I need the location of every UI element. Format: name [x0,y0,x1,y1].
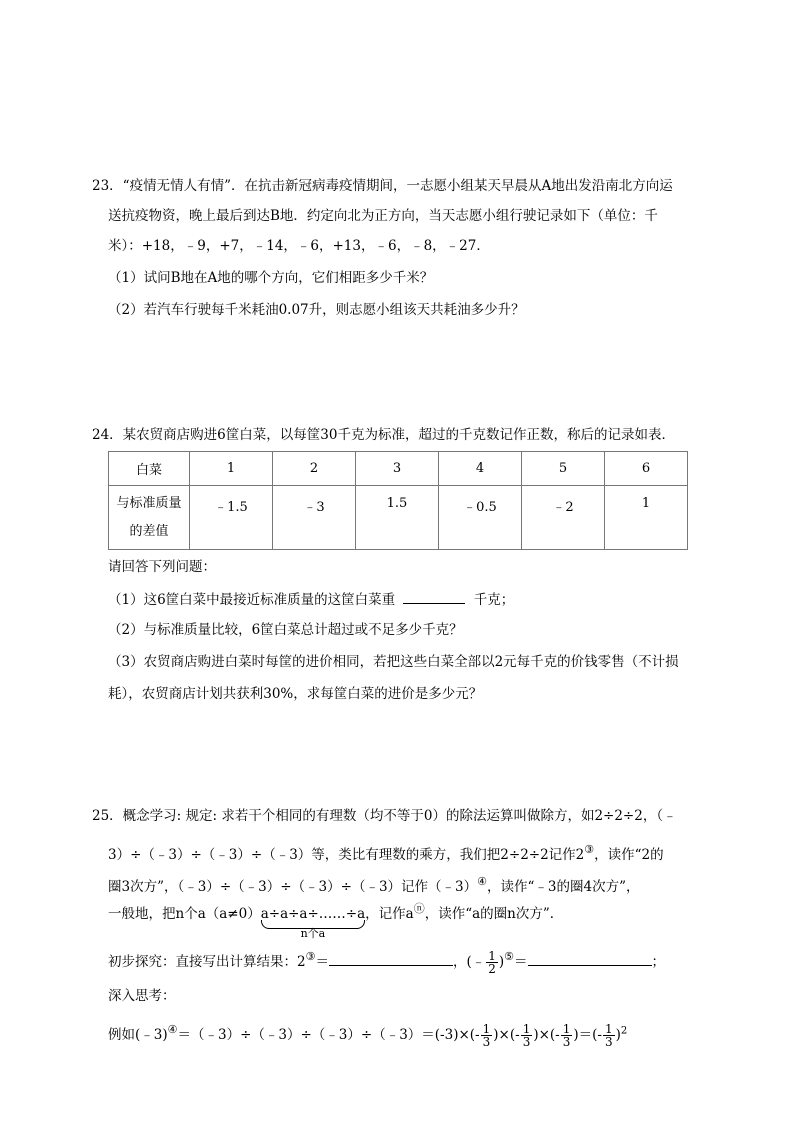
example-op: )×(- [533,1027,560,1043]
close-paren: ) [498,954,505,970]
fraction [603,1023,615,1048]
q23-sub1: （1）试问B地在A地的哪个方向，它们相距多少千米？ [108,270,434,286]
equals-sign: ＝ [315,954,329,970]
q25-line2-text: 3）÷（﹣3）÷（﹣3）÷（﹣3）等，类比有理数的乘方，我们把2÷2÷2记作2 [108,847,585,863]
q23-line3: 米）：+18，﹣9，+7，﹣14，﹣6，+13，﹣6，﹣8，﹣27． [108,238,490,254]
table-header-row [109,452,688,486]
underbrace-expression [260,904,366,940]
table-row-label-line1: 与标准质量 [116,495,182,511]
q24-sub1-text: （1）这6筐白菜中最接近标准质量的这筐白菜重 [108,592,396,608]
table-header-cell: 4 [439,452,522,486]
circled-4-symbol: ④ [167,1023,178,1036]
example-op: )＝(- [573,1027,602,1043]
q25-line3-text: 圈3次方”，（﹣3）÷（﹣3）÷（﹣3）÷（﹣3）记作（﹣3） [108,879,478,895]
table-cell: 1.5 [356,486,439,550]
fraction-denominator: 3 [482,1035,491,1049]
fraction-denominator: 3 [562,1035,571,1049]
table-cell: ﹣3 [273,486,356,550]
q25-line4-mid: ，记作a [365,906,414,922]
q24-table [108,451,688,550]
answer-blank[interactable] [329,951,453,966]
circled-4-symbol: ④ [477,875,487,888]
table-header-cell: 1 [190,452,273,486]
circled-n-symbol: ⓝ [413,902,425,915]
q25-line2 [108,840,664,865]
fraction-numerator: 1 [562,1022,571,1036]
brace-label: n个a [300,927,326,940]
answer-blank[interactable] [528,951,652,966]
example-text: 例如(﹣3) [108,1027,168,1043]
table-header-cell: 6 [605,452,688,486]
table-header-cell: 3 [356,452,439,486]
q25-line4-tail: ，读作“a的圈n次方”． [424,906,564,922]
close-paren: ) [615,1027,621,1043]
exponent: 2 [620,1025,628,1037]
table-cell: ﹣0.5 [439,486,522,550]
q24-sub3-line2: 耗），农贸商店计划共获利30%，求每筐白菜的进价是多少元？ [108,686,483,702]
table-row-label-line2: 的差值 [129,523,169,539]
fraction-numerator: 1 [488,949,496,963]
example-op: )×(- [493,1027,520,1043]
q25-explore [108,944,665,975]
table-row-label [109,486,190,550]
explore-end: ； [651,954,666,970]
q25-line4 [108,899,564,940]
q25-example [108,1016,627,1049]
q23-line2: 送抗疫物资，晚上最后到达B地．约定向北为正方向，当天志愿小组行驶记录如下（单位：千 [108,208,658,224]
q25-line1: 25．概念学习: 规定: 求若干个相同的有理数（均不等于0）的除法运算叫做除方，如2÷2÷2，（﹣ [92,808,677,824]
explore-text: 初步探究：直接写出计算结果：2 [108,954,306,970]
table-cell: ﹣1.5 [190,486,273,550]
fraction [481,1023,493,1048]
q25-line2-tail: ，读作“2的 [594,847,664,863]
fraction [486,950,498,975]
brace-content: a÷a÷a÷……÷a [260,906,366,922]
q23-sub2: （2）若汽车行驶每千米耗油0.07升，则志愿小组该天共耗油多少升？ [108,302,525,318]
table-header-cell: 2 [273,452,356,486]
explore-sep: ，(﹣ [452,954,486,970]
table-row [109,486,688,550]
answer-blank[interactable] [403,589,465,604]
q24-sub2: （2）与标准质量比较，6筐白菜总计超过或不足多少千克？ [108,622,463,638]
circled-3-symbol: ③ [584,843,595,856]
q25-line3 [108,872,639,897]
fraction-numerator: 1 [522,1022,531,1036]
fraction [561,1023,573,1048]
q24-sub3-line1: （3）农贸商店购进白菜时每筐的进价相同，若把这些白菜全部以2元每千克的价钱零售（不计损 [108,654,679,670]
q24-sub1 [108,589,514,610]
table-cell: ﹣2 [522,486,605,550]
q25-line3-tail: ，读作“﹣3的圈4次方”， [487,879,640,895]
table-cell: 1 [605,486,688,550]
fraction-denominator: 3 [605,1035,613,1049]
table-header-cell: 白菜 [109,452,190,486]
q25-deep: 深入思考： [108,988,176,1004]
q24-sub1-unit: 千克； [473,592,515,608]
circled-3-symbol: ③ [305,950,316,963]
example-expr: ＝（﹣3）÷（﹣3）÷（﹣3）÷（﹣3）＝(-3)×(- [177,1027,480,1043]
fraction [521,1023,533,1048]
fraction-denominator: 3 [522,1035,531,1049]
fraction-denominator: 2 [488,962,496,976]
circled-5-symbol: ⑤ [504,950,515,963]
q25-line4-text: 一般地，把n个a（a≠0） [108,906,261,922]
q23-line1: 23．“疫情无情人有情”．在抗击新冠病毒疫情期间，一志愿小组某天早晨从A地出发沿南北方向运 [92,178,673,194]
q24-intro: 24．某农贸商店购进6筐白菜，以每筐30千克为标准，超过的千克数记作正数，称后的记录如表． [92,427,675,443]
equals-sign: ＝ [514,954,528,970]
table-header-cell: 5 [522,452,605,486]
q24-prompt: 请回答下列问题： [108,559,216,575]
fraction-numerator: 1 [605,1022,613,1036]
fraction-numerator: 1 [482,1022,491,1036]
